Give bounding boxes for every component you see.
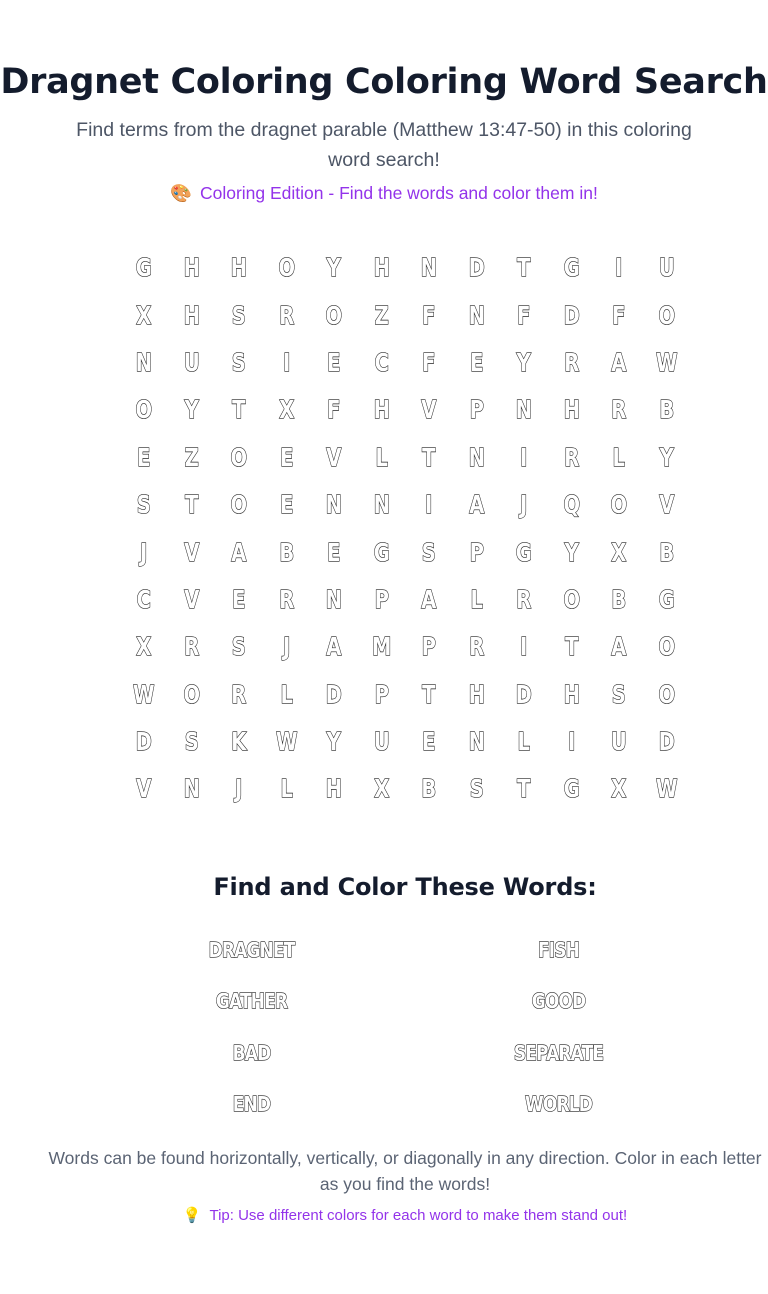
grid-letter[interactable]: P (374, 679, 389, 709)
grid-letter[interactable]: R (183, 632, 199, 662)
grid-letter[interactable]: H (373, 253, 390, 283)
grid-letter[interactable]: Y (659, 442, 674, 472)
grid-letter[interactable]: Z (184, 442, 199, 472)
grid-letter[interactable]: E (469, 347, 483, 377)
grid-letter[interactable]: R (563, 347, 579, 377)
grid-letter[interactable]: T (564, 632, 578, 662)
word-list (98, 924, 712, 1130)
word-list-heading: Find and Color These Words: (213, 873, 597, 901)
grid-letter[interactable]: T (422, 442, 436, 472)
grid-letter[interactable]: L (280, 679, 293, 709)
grid-letter[interactable]: U (658, 253, 675, 283)
word-list-item: WORLD (525, 1092, 592, 1117)
word-list-item: GOOD (531, 989, 586, 1014)
grid-letter[interactable]: W (655, 774, 677, 804)
grid-letter[interactable]: E (327, 537, 341, 567)
word-list-item: SEPARATE (513, 1040, 604, 1065)
grid-letter[interactable]: G (373, 537, 390, 567)
grid-letter[interactable]: I (520, 442, 528, 472)
grid-letter[interactable]: D (515, 679, 532, 709)
grid-letter[interactable]: I (425, 490, 433, 520)
grid-letter[interactable]: I (567, 727, 575, 757)
word-list-item: END (232, 1092, 271, 1117)
grid-letter[interactable]: F (517, 300, 531, 330)
grid-letter[interactable]: E (137, 442, 151, 472)
grid-letter[interactable]: G (563, 253, 580, 283)
grid-letter[interactable]: H (325, 774, 342, 804)
grid-letter[interactable]: D (563, 300, 580, 330)
grid-letter[interactable]: F (422, 300, 436, 330)
grid-letter[interactable]: S (469, 774, 484, 804)
grid-letter[interactable]: R (563, 442, 579, 472)
grid-letter[interactable]: J (282, 632, 290, 662)
grid-letter[interactable]: C (374, 347, 389, 377)
grid-letter[interactable]: X (611, 537, 627, 567)
word-list-item: FISH (537, 937, 580, 962)
grid-letter[interactable]: U (183, 347, 200, 377)
grid-letter[interactable]: A (326, 632, 342, 662)
palette-icon: 🎨 (170, 183, 192, 203)
grid-letter[interactable]: D (135, 727, 152, 757)
grid-letter[interactable]: H (230, 253, 247, 283)
grid-letter[interactable]: J (140, 537, 148, 567)
grid-letter[interactable]: R (278, 300, 294, 330)
grid-letter[interactable]: R (231, 679, 247, 709)
grid-letter[interactable]: W (655, 347, 677, 377)
word-list-item: GATHER (215, 989, 288, 1014)
grid-letter[interactable]: O (610, 490, 628, 520)
grid-letter[interactable]: L (517, 727, 530, 757)
grid-letter[interactable]: I (615, 253, 623, 283)
grid-letter[interactable]: Q (562, 490, 580, 520)
grid-letter[interactable]: I (282, 347, 290, 377)
grid-letter[interactable]: O (325, 300, 343, 330)
grid-letter[interactable]: G (515, 537, 532, 567)
grid-letter[interactable]: B (278, 537, 294, 567)
grid-letter[interactable]: T (232, 395, 246, 425)
grid-letter[interactable]: H (183, 300, 200, 330)
grid-letter[interactable]: H (563, 679, 580, 709)
grid-letter[interactable]: B (658, 537, 674, 567)
grid-letter[interactable]: X (278, 395, 294, 425)
grid-letter[interactable]: N (468, 442, 485, 472)
grid-letter[interactable]: W (132, 679, 155, 709)
grid-letter[interactable]: N (468, 727, 485, 757)
grid-letter[interactable]: Y (326, 253, 341, 283)
instructions-text: Words can be found horizontally, vertically, or diagonally in any direction. Color in each letter as you find the words! (48, 1148, 762, 1194)
grid-letter[interactable]: Y (564, 537, 579, 567)
grid-letter[interactable]: E (279, 490, 293, 520)
word-list-item: BAD (232, 1040, 271, 1065)
lightbulb-icon: 💡 (182, 1207, 202, 1224)
grid-letter[interactable]: R (278, 584, 294, 614)
grid-letter[interactable]: Z (374, 300, 389, 330)
grid-letter[interactable]: J (235, 774, 243, 804)
grid-letter[interactable]: E (327, 347, 341, 377)
grid-letter[interactable]: E (422, 727, 436, 757)
grid-letter[interactable]: Y (516, 347, 531, 377)
grid-letter[interactable]: S (231, 347, 246, 377)
grid-letter[interactable]: S (421, 537, 436, 567)
grid-letter[interactable]: F (422, 347, 436, 377)
grid-letter[interactable]: K (231, 727, 247, 757)
grid-letter[interactable]: N (420, 253, 437, 283)
grid-letter[interactable]: X (136, 300, 152, 330)
grid-letter[interactable]: O (230, 442, 248, 472)
grid-letter[interactable]: N (325, 584, 342, 614)
grid-letter[interactable]: D (325, 679, 342, 709)
tip-text: Tip: Use different colors for each word to make them stand out! (209, 1207, 628, 1224)
page-subtitle: Find terms from the dragnet parable (Matthew 13:47-50) in this coloring word search! (76, 119, 692, 171)
grid-letter[interactable]: X (373, 774, 389, 804)
grid-letter[interactable]: O (277, 253, 295, 283)
grid-letter[interactable]: G (658, 584, 675, 614)
grid-letter[interactable]: N (135, 347, 152, 377)
grid-letter[interactable]: L (470, 584, 483, 614)
grid-letter[interactable]: B (611, 584, 627, 614)
grid-letter[interactable]: S (231, 632, 246, 662)
grid-letter[interactable]: L (280, 774, 293, 804)
letter-grid (120, 244, 690, 813)
grid-letter[interactable]: V (183, 537, 199, 567)
grid-letter[interactable]: A (231, 537, 247, 567)
grid-letter[interactable]: J (520, 490, 528, 520)
grid-letter[interactable]: P (374, 584, 389, 614)
grid-letter[interactable]: F (612, 300, 626, 330)
grid-letter[interactable]: H (183, 253, 200, 283)
grid-letter[interactable]: C (136, 584, 151, 614)
grid-letter[interactable]: L (375, 442, 388, 472)
grid-letter[interactable]: N (325, 490, 342, 520)
page-title: Dragnet Coloring Coloring Word Search (0, 62, 768, 102)
grid-letter[interactable]: H (468, 679, 485, 709)
grid-letter[interactable]: R (468, 632, 484, 662)
grid-letter[interactable]: H (373, 395, 390, 425)
grid-letter[interactable]: T (422, 679, 436, 709)
grid-letter[interactable]: E (232, 584, 246, 614)
grid-letter[interactable]: A (421, 584, 437, 614)
grid-letter[interactable]: A (611, 347, 627, 377)
grid-letter[interactable]: W (275, 727, 297, 757)
grid-letter[interactable]: R (516, 584, 532, 614)
grid-letter[interactable]: Y (184, 395, 199, 425)
grid-letter[interactable]: P (421, 632, 436, 662)
grid-letter[interactable]: S (184, 727, 199, 757)
grid-letter[interactable]: V (183, 584, 199, 614)
grid-letter[interactable]: O (657, 300, 675, 330)
grid-letter[interactable]: G (135, 253, 152, 283)
grid-letter[interactable]: X (136, 632, 152, 662)
edition-text: Coloring Edition - Find the words and color them in! (199, 183, 598, 203)
grid-letter[interactable]: U (373, 727, 390, 757)
grid-letter[interactable]: D (658, 727, 675, 757)
grid-letter[interactable]: R (611, 395, 627, 425)
grid-letter[interactable]: O (135, 395, 153, 425)
grid-letter[interactable]: O (182, 679, 200, 709)
grid-letter[interactable]: S (611, 679, 626, 709)
grid-letter[interactable]: N (468, 300, 485, 330)
grid-letter[interactable]: V (136, 774, 152, 804)
grid-letter[interactable]: T (517, 774, 531, 804)
grid-letter[interactable]: V (658, 490, 674, 520)
grid-letter[interactable]: O (562, 584, 580, 614)
tip-banner (0, 1206, 768, 1224)
grid-letter[interactable]: T (184, 490, 198, 520)
grid-letter[interactable]: S (231, 300, 246, 330)
grid-letter[interactable]: X (611, 774, 627, 804)
grid-letter[interactable]: S (136, 490, 151, 520)
grid-letter[interactable]: T (517, 253, 531, 283)
grid-letter[interactable]: L (612, 442, 625, 472)
grid-letter[interactable]: U (610, 727, 627, 757)
grid-letter[interactable]: A (611, 632, 627, 662)
grid-letter[interactable]: H (563, 395, 580, 425)
grid-letter[interactable]: V (326, 442, 342, 472)
grid-letter[interactable]: P (469, 395, 484, 425)
grid-letter[interactable]: A (468, 490, 484, 520)
grid-letter[interactable]: Y (326, 727, 341, 757)
grid-letter[interactable]: O (230, 490, 248, 520)
grid-letter[interactable]: N (515, 395, 532, 425)
grid-letter[interactable]: G (563, 774, 580, 804)
grid-letter[interactable]: N (183, 774, 200, 804)
grid-letter[interactable]: O (657, 679, 675, 709)
grid-letter[interactable]: P (469, 537, 484, 567)
grid-letter[interactable]: E (279, 442, 293, 472)
edition-banner (0, 183, 768, 204)
grid-letter[interactable]: N (373, 490, 390, 520)
grid-letter[interactable]: M (371, 632, 391, 662)
grid-letter[interactable]: F (327, 395, 341, 425)
grid-letter[interactable]: O (657, 632, 675, 662)
grid-letter[interactable]: B (658, 395, 674, 425)
grid-letter[interactable]: B (421, 774, 437, 804)
grid-letter[interactable]: V (421, 395, 437, 425)
grid-letter[interactable]: D (468, 253, 485, 283)
grid-letter[interactable]: I (520, 632, 528, 662)
word-list-item: DRAGNET (208, 937, 295, 962)
